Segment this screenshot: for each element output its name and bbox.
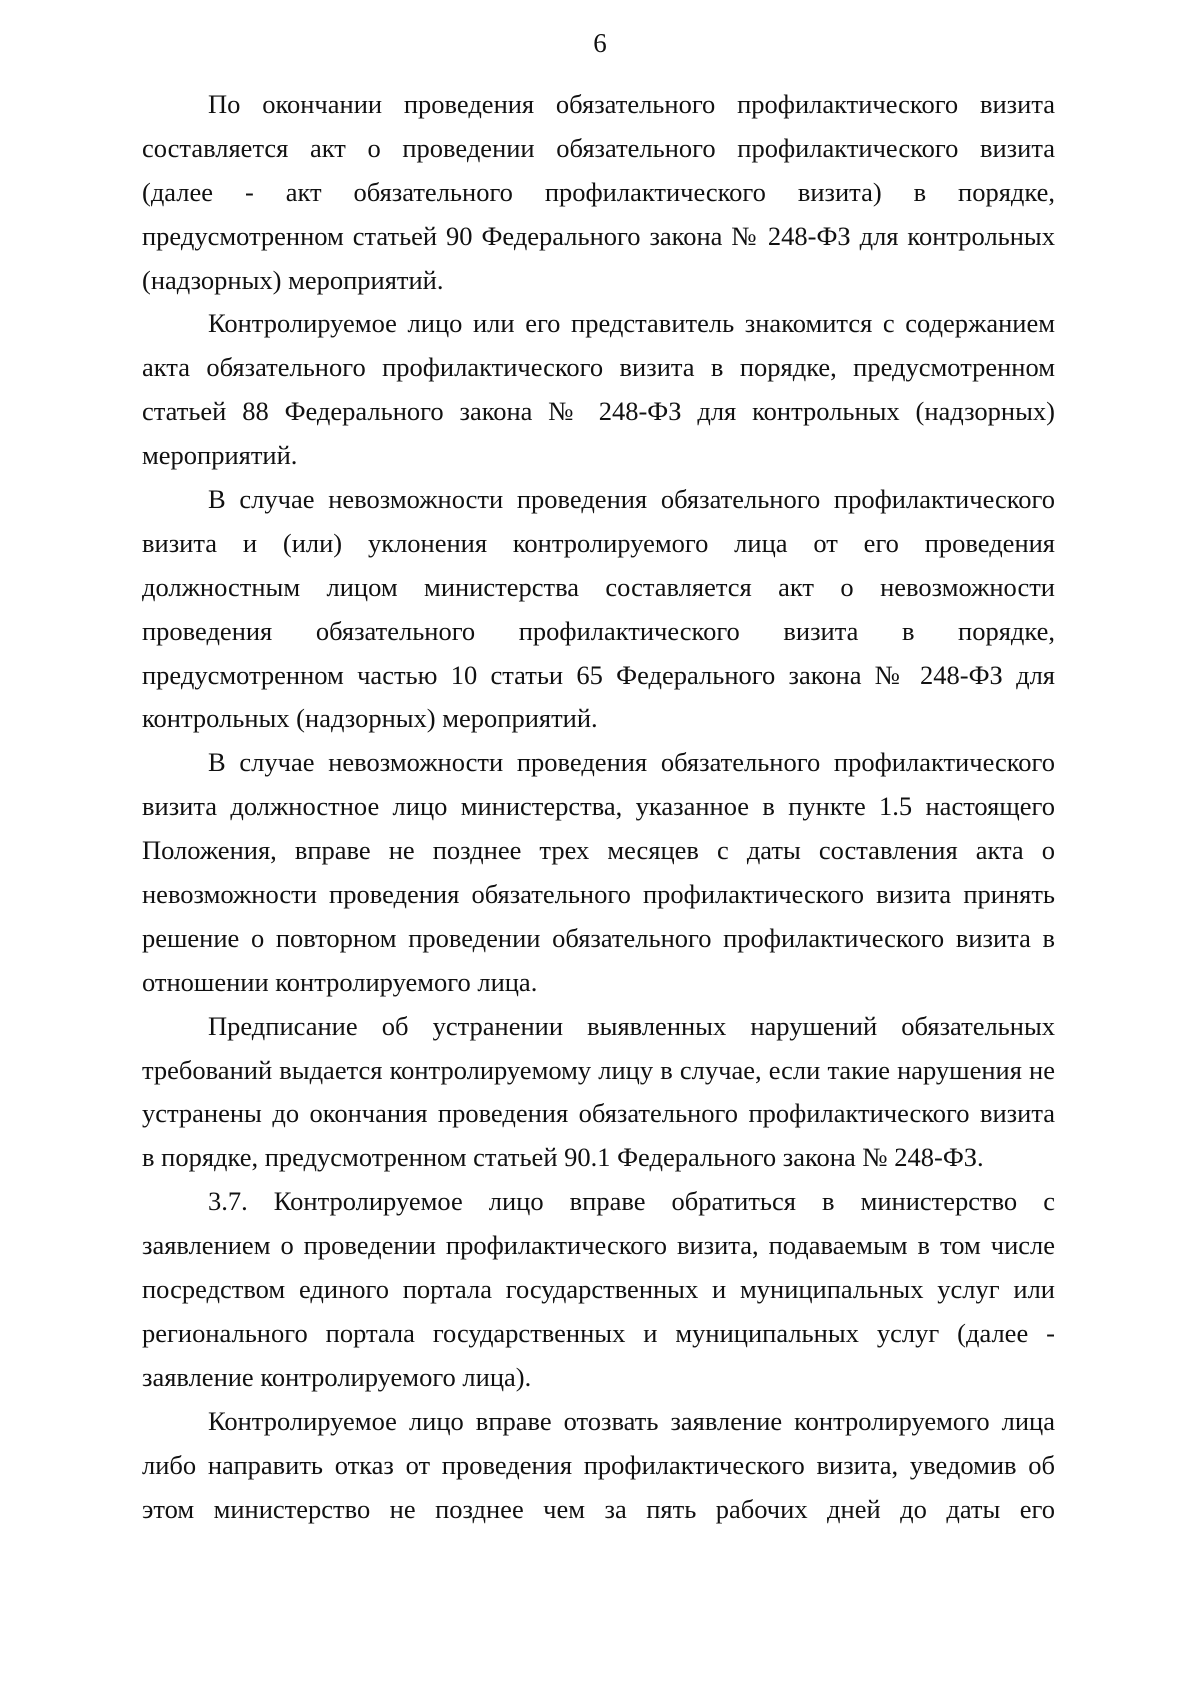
text-line: заявление контролируемого лица).: [142, 1361, 532, 1392]
text-line: Контролируемое лицо вправе отозвать заявление контролируемого лица: [208, 1405, 1055, 1436]
document-body: [142, 83, 1055, 1531]
paragraph: [142, 478, 1055, 741]
paragraph: [142, 83, 1055, 302]
text-line: требований выдается контролируемому лицу в случае, если такие нарушения не: [142, 1054, 1055, 1085]
text-line: регионального портала государственных и муниципальных услуг (далее -: [142, 1317, 1055, 1348]
text-line: (далее - акт обязательного профилактического визита) в порядке,: [142, 176, 1055, 207]
text-line: невозможности проведения обязательного профилактического визита принять: [142, 879, 1055, 910]
text-line: составляется акт о проведении обязательного профилактического визита: [142, 132, 1055, 163]
text-line: предусмотренном статьей 90 Федерального закона № 248-ФЗ для контрольных: [142, 220, 1055, 251]
text-line: этом министерство не позднее чем за пять рабочих дней до даты его: [142, 1493, 1055, 1524]
text-line: устранены до окончания проведения обязательного профилактического визита: [142, 1098, 1055, 1129]
text-line: решение о повторном проведении обязательного профилактического визита в: [142, 922, 1055, 953]
text-line: По окончании проведения обязательного профилактического визита: [208, 89, 1055, 119]
text-line: проведения обязательного профилактического визита в порядке,: [142, 615, 1055, 646]
page-number: 6: [593, 28, 607, 58]
paragraph: [142, 741, 1055, 1004]
text-line: Предписание об устранении выявленных нарушений обязательных: [208, 1010, 1055, 1041]
text-line: мероприятий.: [142, 440, 298, 471]
text-line: посредством единого портала государственных и муниципальных услуг или: [142, 1274, 1055, 1305]
text-line: предусмотренном частью 10 статьи 65 Федерального закона № 248-ФЗ для: [142, 659, 1055, 690]
text-line: отношении контролируемого лица.: [142, 966, 538, 997]
paragraph: [142, 302, 1055, 478]
text-line: акта обязательного профилактического визита в порядке, предусмотренном: [142, 352, 1055, 383]
text-line: визита должностное лицо министерства, указанное в пункте 1.5 настоящего: [142, 791, 1055, 822]
text-line: В случае невозможности проведения обязательного профилактического: [208, 484, 1055, 515]
text-line: контрольных (надзорных) мероприятий.: [142, 703, 598, 734]
text-line: в порядке, предусмотренном статьей 90.1 Федерального закона № 248-ФЗ.: [142, 1142, 984, 1173]
text-line: заявлением о проведении профилактического визита, подаваемым в том числе: [142, 1230, 1055, 1261]
paragraph: [142, 1180, 1055, 1399]
text-line: статьей 88 Федерального закона № 248-ФЗ для контрольных (надзорных): [142, 396, 1055, 427]
text-line: должностным лицом министерства составляется акт о невозможности: [142, 571, 1055, 602]
text-line: В случае невозможности проведения обязательного профилактического: [208, 747, 1055, 778]
text-line: либо направить отказ от проведения профилактического визита, уведомив об: [142, 1449, 1055, 1480]
text-line: 3.7. Контролируемое лицо вправе обратиться в министерство с: [208, 1186, 1055, 1217]
text-line: (надзорных) мероприятий.: [142, 264, 444, 295]
text-line: Положения, вправе не позднее трех месяцев с даты составления акта о: [142, 835, 1055, 866]
text-line: визита и (или) уклонения контролируемого лица от его проведения: [142, 527, 1055, 558]
text-line: Контролируемое лицо или его представитель знакомится с содержанием: [208, 308, 1055, 339]
paragraph: [142, 1005, 1055, 1181]
paragraph: [142, 1400, 1055, 1532]
